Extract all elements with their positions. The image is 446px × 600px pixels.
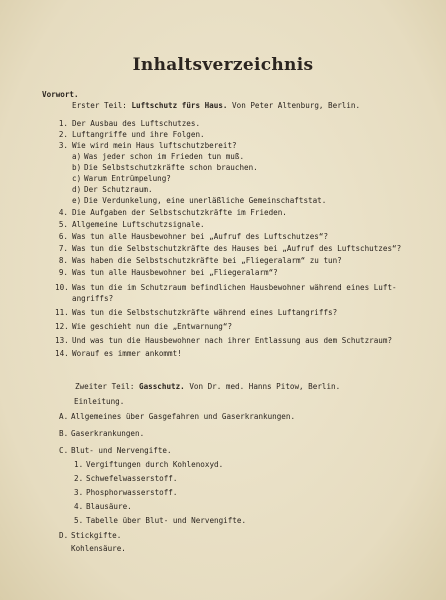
- section-entry: D. Stickgifte.: [59, 531, 122, 540]
- toc-item: 9. Was tun alle Hausbewohner bei „Fliegeralarm“?: [58, 268, 278, 277]
- section-entry: A. Allgemeines über Gasgefahren und Gaserkrankungen.: [59, 412, 296, 421]
- subsection-entry: 5. Tabelle über Blut- und Nervengifte.: [74, 516, 247, 525]
- preface-heading: Vorwort.: [42, 90, 79, 99]
- toc-item: 1. Der Ausbau des Luftschutzes.: [58, 119, 201, 128]
- part-two-label: Zweiter Teil:: [75, 382, 135, 391]
- section-entry: B. Gaserkrankungen.: [59, 429, 145, 438]
- part-two-author: Von Dr. med. Hanns Pitow, Berlin.: [189, 382, 341, 391]
- toc-item: 3. Wie wird mein Haus luftschutzbereit?: [58, 141, 237, 150]
- subsection-entry: 4. Blausäure.: [74, 502, 132, 511]
- toc-item: 8. Was haben die Selbstschutzkräfte bei „Fliegeralarm“ zu tun?: [58, 256, 342, 265]
- toc-subitem: d) Der Schutzraum.: [72, 185, 153, 194]
- part-one-heading: [72, 101, 360, 111]
- toc-item: 13. Und was tun die Hausbewohner nach ihrer Entlassung aus dem Schutzraum?: [55, 336, 393, 345]
- subsection-entry: 2. Schwefelwasserstoff.: [74, 474, 178, 483]
- subsection-entry: Kohlensäure.: [71, 544, 126, 553]
- toc-item: 6. Was tun alle Hausbewohner bei „Aufruf des Luftschutzes“?: [58, 232, 329, 241]
- toc-item-continuation: angriffs?: [72, 294, 114, 303]
- toc-subitem: a) Was jeder schon im Frieden tun muß.: [72, 152, 245, 161]
- introduction-entry: Einleitung.: [74, 397, 125, 406]
- part-one-author: Von Peter Altenburg, Berlin.: [232, 101, 361, 110]
- part-two-heading: [75, 382, 340, 392]
- part-one-label: Erster Teil:: [72, 101, 127, 110]
- toc-item: 12. Wie geschieht nun die „Entwarnung“?: [55, 322, 233, 331]
- toc-item: 5. Allgemeine Luftschutzsignale.: [58, 220, 205, 229]
- toc-item: 10. Was tun die im Schutzraum befindlichen Hausbewohner während eines Luft-: [55, 283, 397, 292]
- toc-item: 2. Luftangriffe und ihre Folgen.: [58, 130, 205, 139]
- section-entry: C. Blut- und Nervengifte.: [59, 446, 172, 455]
- page-title: Inhaltsverzeichnis: [132, 55, 314, 75]
- part-one-topic: Luftschutz fürs Haus.: [131, 101, 228, 110]
- subsection-entry: 1. Vergiftungen durch Kohlenoxyd.: [74, 460, 224, 469]
- toc-subitem: c) Warum Entrümpelung?: [72, 174, 171, 183]
- toc-item: 7. Was tun die Selbstschutzkräfte des Hauses bei „Aufruf des Luftschutzes“?: [58, 244, 402, 253]
- part-two-topic: Gasschutz.: [139, 382, 185, 391]
- toc-item: 11. Was tun die Selbstschutzkräfte während eines Luftangriffs?: [55, 308, 338, 317]
- toc-subitem: b) Die Selbstschutzkräfte schon brauchen.: [72, 163, 258, 172]
- toc-subitem: e) Die Verdunkelung, eine unerläßliche Gemeinschaftstat.: [72, 196, 327, 205]
- toc-item: 14. Worauf es immer ankommt!: [55, 349, 182, 358]
- subsection-entry: 3. Phosphorwasserstoff.: [74, 488, 178, 497]
- toc-item: 4. Die Aufgaben der Selbstschutzkräfte im Frieden.: [58, 208, 287, 217]
